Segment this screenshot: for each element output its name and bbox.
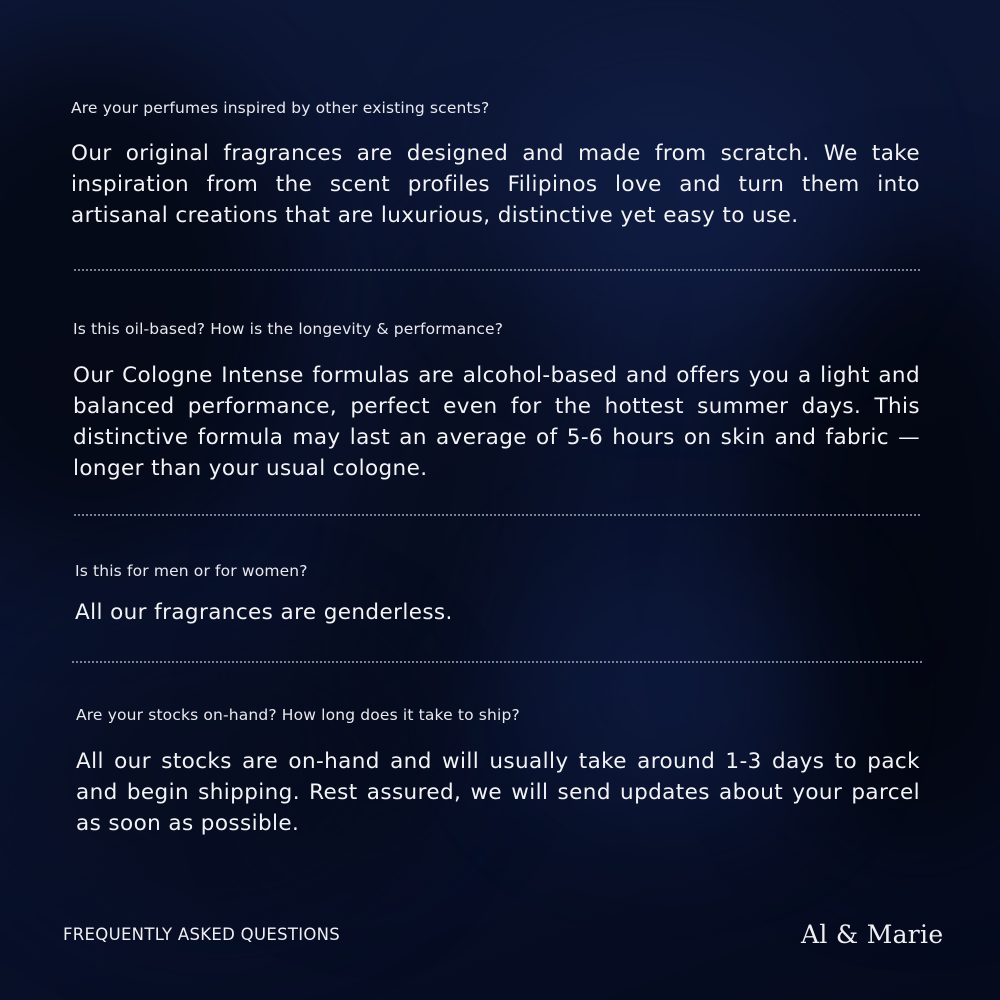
faq-item: [76, 705, 920, 839]
faq-question: Is this oil-based? How is the longevity & performance?: [73, 320, 504, 338]
faq-answer: All our fragrances are genderless.: [75, 600, 453, 625]
faq-item: [73, 319, 920, 484]
faq-answer: All our stocks are on-hand and will usually take around 1-3 days to pack and begin shipping. Rest assured, we will send updates about your parcel as soon as possible.: [76, 749, 920, 836]
faq-question: Is this for men or for women?: [75, 562, 308, 580]
section-label: FREQUENTLY ASKED QUESTIONS: [63, 925, 341, 944]
faq-question: Are your stocks on-hand? How long does it take to ship?: [76, 706, 520, 724]
divider: [72, 661, 922, 663]
faq-item: [71, 98, 920, 231]
brand-logo: Al & Marie: [801, 920, 944, 949]
faq-question: Are your perfumes inspired by other existing scents?: [71, 99, 490, 117]
divider: [74, 514, 920, 516]
faq-answer: Our Cologne Intense formulas are alcohol-based and offers you a light and balanced performance, perfect even for the hottest summer days. This distinctive formula may last an average of 5-6 hours on skin and fabric — longer than your usual cologne.: [73, 363, 920, 481]
divider: [74, 269, 920, 271]
faq-answer: Our original fragrances are designed and made from scratch. We take inspiration from the scent profiles Filipinos love and turn them into artisanal creations that are luxurious, distinctive yet easy to use.: [71, 141, 920, 228]
faq-item: [75, 561, 920, 628]
